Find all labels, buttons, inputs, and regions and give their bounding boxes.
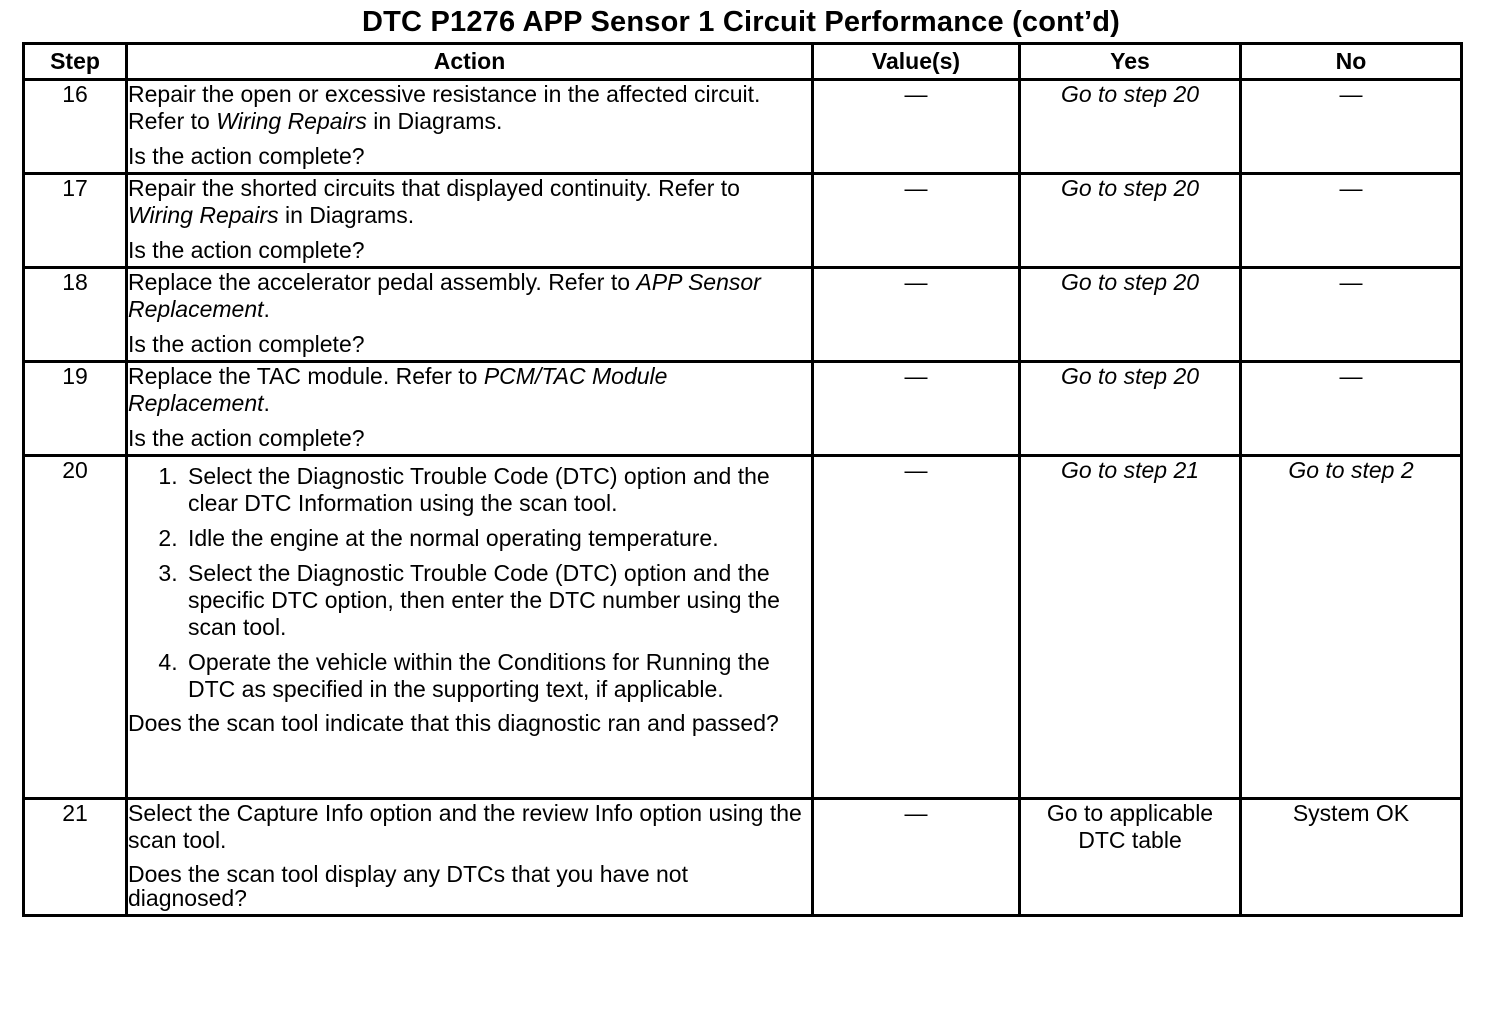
action-question: Is the action complete? — [128, 143, 365, 169]
no-cell: System OK — [1241, 799, 1462, 916]
step-number: 18 — [24, 268, 127, 362]
yes-cell: Go to step 20 — [1020, 362, 1241, 456]
diagnostic-table — [22, 42, 1463, 917]
action-text: Replace the TAC module. Refer to PCM/TAC Module Replacement. — [128, 363, 668, 416]
step-number: 20 — [24, 456, 127, 799]
header-no: No — [1241, 44, 1462, 80]
value-cell: — — [813, 268, 1020, 362]
action-question: Does the scan tool indicate that this diagnostic ran and passed? — [128, 710, 779, 736]
reference-link-text: Wiring Repairs — [128, 202, 279, 228]
yes-cell: Go to step 20 — [1020, 80, 1241, 174]
action-text: Select the Capture Info option and the review Info option using the scan tool. — [128, 800, 802, 853]
value-cell: — — [813, 456, 1020, 799]
table-row — [24, 456, 1462, 799]
action-cell — [127, 268, 813, 362]
no-cell: — — [1241, 174, 1462, 268]
reference-link-text: PCM/TAC Module Replacement — [128, 363, 668, 416]
table-row — [24, 799, 1462, 916]
reference-link-text: Wiring Repairs — [216, 108, 367, 134]
step-number: 19 — [24, 362, 127, 456]
header-yes: Yes — [1020, 44, 1241, 80]
value-cell: — — [813, 799, 1020, 916]
reference-link-text: APP Sensor Replacement — [128, 269, 761, 322]
procedure-list — [128, 463, 811, 703]
action-question: Is the action complete? — [128, 425, 365, 451]
header-step: Step — [24, 44, 127, 80]
header-row — [24, 44, 1462, 80]
step-number: 16 — [24, 80, 127, 174]
action-cell — [127, 799, 813, 916]
value-cell: — — [813, 362, 1020, 456]
value-cell: — — [813, 174, 1020, 268]
yes-cell: Go to step 21 — [1020, 456, 1241, 799]
table-row — [24, 362, 1462, 456]
step-number: 21 — [24, 799, 127, 916]
table-row — [24, 268, 1462, 362]
list-item: 4. Operate the vehicle within the Conditions for Running the DTC as specified in the supporting text, if applicable. — [184, 649, 811, 703]
action-cell — [127, 362, 813, 456]
no-cell: — — [1241, 80, 1462, 174]
table-row — [24, 174, 1462, 268]
step-number: 17 — [24, 174, 127, 268]
no-cell: — — [1241, 362, 1462, 456]
action-question: Does the scan tool display any DTCs that you have not diagnosed? — [128, 861, 688, 911]
action-text: Replace the accelerator pedal assembly. Refer to APP Sensor Replacement. — [128, 269, 761, 322]
yes-cell — [1020, 799, 1241, 916]
action-cell — [127, 174, 813, 268]
header-values: Value(s) — [813, 44, 1020, 80]
action-text: Repair the open or excessive resistance in the affected circuit. Refer to Wiring Repairs in Diagrams. — [128, 81, 761, 134]
value-cell: — — [813, 80, 1020, 174]
document-title: DTC P1276 APP Sensor 1 Circuit Performance (cont’d) — [362, 6, 1120, 38]
list-item: 3. Select the Diagnostic Trouble Code (DTC) option and the specific DTC option, then enter the DTC number using the scan tool. — [184, 560, 811, 641]
action-cell — [127, 80, 813, 174]
yes-line: Go to applicable — [1046, 800, 1214, 826]
yes-cell: Go to step 20 — [1020, 174, 1241, 268]
no-cell: — — [1241, 268, 1462, 362]
yes-line: DTC table — [1078, 827, 1182, 853]
yes-cell: Go to step 20 — [1020, 268, 1241, 362]
action-question: Is the action complete? — [128, 237, 365, 263]
action-text: Repair the shorted circuits that displayed continuity. Refer to Wiring Repairs in Diagrams. — [128, 175, 740, 228]
header-action: Action — [127, 44, 813, 80]
action-cell — [127, 456, 813, 799]
action-question: Is the action complete? — [128, 331, 365, 357]
no-cell: Go to step 2 — [1241, 456, 1462, 799]
list-item: 1. Select the Diagnostic Trouble Code (DTC) option and the clear DTC Information using the scan tool. — [184, 463, 811, 517]
list-item: 2. Idle the engine at the normal operating temperature. — [184, 525, 811, 552]
table-row — [24, 80, 1462, 174]
